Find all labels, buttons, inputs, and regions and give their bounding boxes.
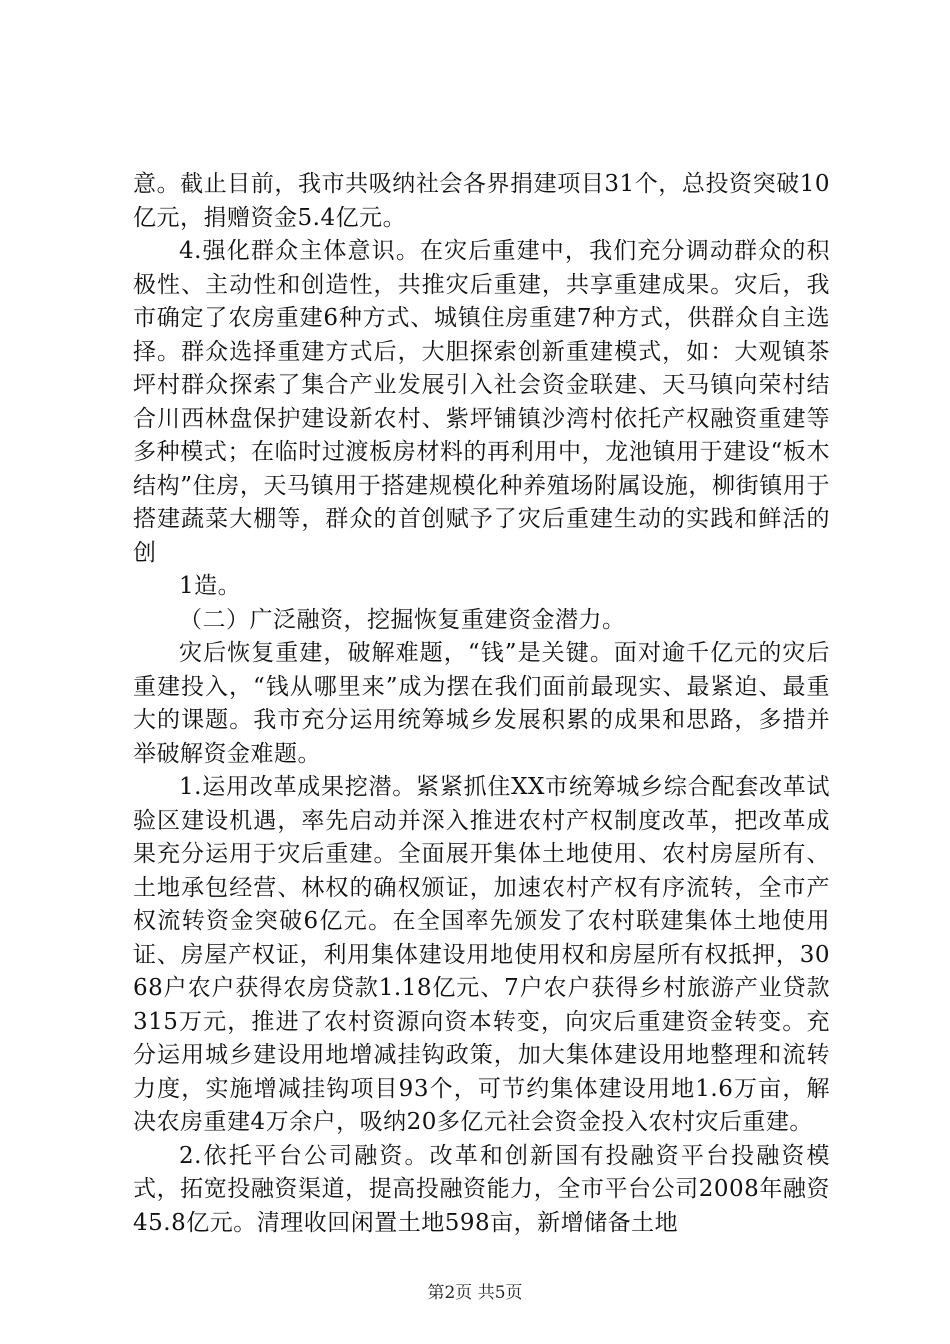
page-number-footer: 第2页 共5页 [427, 1283, 523, 1303]
paragraph-7: 2.依托平台公司融资。改革和创新国有投融资平台投融资模式，拓宽投融资渠道，提高投融资能力，全市平台公司2008年融资45.8亿元。清理收回闲置土地598亩，新增储备土地 [133, 1142, 830, 1236]
section-heading: （二）广泛融资，挖掘恢复重建资金潜力。 [179, 606, 626, 633]
document-body [133, 168, 830, 1240]
paragraph-1: 意。截止目前，我市共吸纳社会各界捐建项目31个，总投资突破10亿元，捐赠资金5.4亿元。 [133, 171, 830, 231]
paragraph-2: 4.强化群众主体意识。在灾后重建中，我们充分调动群众的积极性、主动性和创造性，共推灾后重建，共享重建成果。灾后，我市确定了农房重建6种方式、城镇住房重建7种方式，供群众自主选择。群众选择重建方式后，大胆探索创新重建模式，如：大观镇茶坪村群众探索了集合产业发展引入社会资金联建、天马镇向荣村结合川西林盘保护建设新农村、紫坪铺镇沙湾村依托产权融资重建等多种模式；在临时过渡板房材料的再利用中，龙池镇用于建设“板木结构”住房，天马镇用于搭建规模化种养殖场附属设施，柳街镇用于搭建蔬菜大棚等，群众的首创赋予了灾后重建生动的实践和鲜活的创 [133, 238, 830, 566]
paragraph-6: 1.运用改革成果挖潜。紧紧抓住XX市统筹城乡综合配套改革试验区建设机遇，率先启动并深入推进农村产权制度改革，把改革成果充分运用于灾后重建。全面展开集体土地使用、农村房屋所有、土地承包经营、林权的确权颁证，加速农村产权有序流转，全市产权流转资金突破6亿元。在全国率先颁发了农村联建集体土地使用证、房屋产权证，利用集体建设用地使用权和房屋所有权抵押，3068户农户获得农房贷款1.18亿元、7户农户获得乡村旅游产业贷款315万元，推进了农村资源向资本转变，向灾后重建资金转变。充分运用城乡建设用地增减挂钩政策，加大集体建设用地整理和流转力度，实施增减挂钩项目93个，可节约集体建设用地1.6万亩，解决农房重建4万余户，吸纳20多亿元社会资金投入农村灾后重建。 [133, 774, 830, 1135]
paragraph-3: 1造。 [179, 573, 242, 599]
paragraph-5: 灾后恢复重建，破解难题，“钱”是关键。面对逾千亿元的灾后重建投入，“钱从哪里来”成为摆在我们面前最现实、最紧迫、最重大的课题。我市充分运用统筹城乡发展积累的成果和思路，多措并举破解资金难题。 [133, 640, 830, 767]
